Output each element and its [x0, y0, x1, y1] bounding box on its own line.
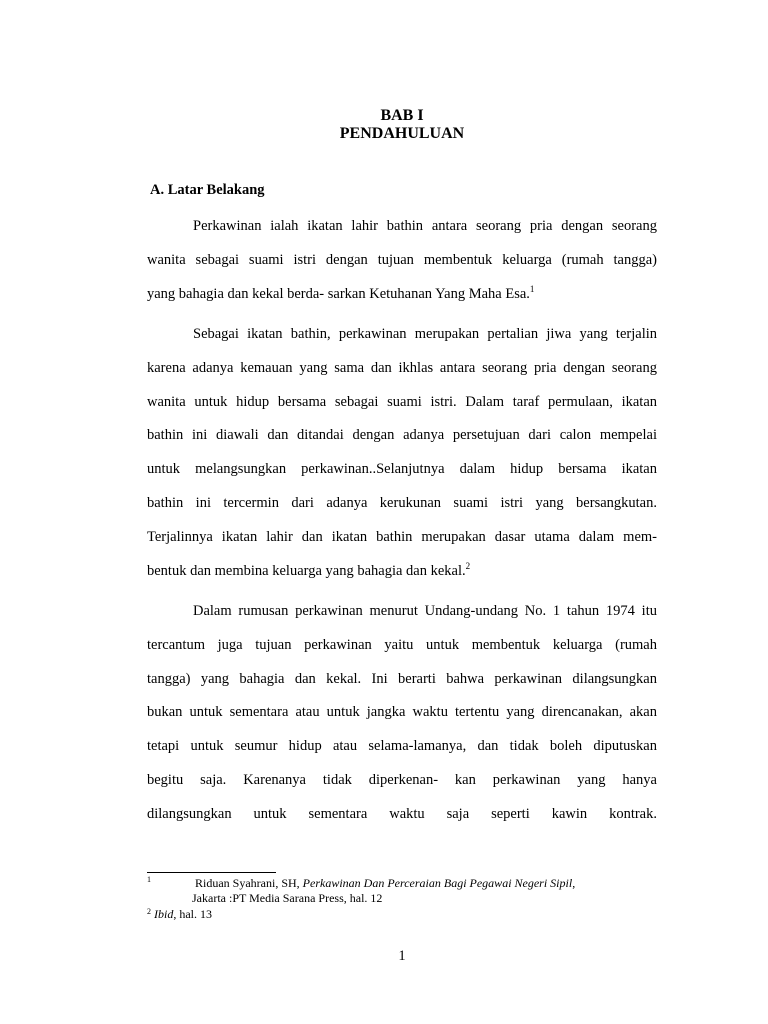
paragraph-1-line-3	[147, 278, 657, 312]
footnote-1-line-1	[147, 876, 667, 891]
chapter-title: PENDAHULUAN	[339, 125, 465, 142]
paragraph-2-line-1: Sebagai ikatan bathin, perkawinan merupakan pertalian jiwa yang terjalin	[193, 326, 657, 342]
paragraph-3-line-7: dilangsungkan untuk sementara waktu saja seperti kawin kontrak.	[147, 805, 657, 822]
paragraph-1-line-2: wanita sebagai suami istri dengan tujuan membentuk keluarga (rumah tangga)	[147, 251, 657, 268]
paragraph-3-line-6: begitu saja. Karenanya tidak diperkenan- kan perkawinan yang hanya	[147, 771, 657, 788]
footnote-2-mark: 2	[147, 907, 151, 916]
footnote-1-mark: 1	[147, 875, 151, 884]
paragraph-2-line-6: bathin ini tercermin dari adanya kerukunan suami istri yang bersangkutan.	[147, 494, 657, 511]
footnote-1-title: Perkawinan Dan Perceraian Bagi Pegawai Negeri Sipil	[302, 876, 573, 890]
paragraph-2-line-4: bathin ini diawali dan ditandai dengan adanya persetujuan dari calon mempelai	[147, 427, 657, 444]
paragraph-2-line-2: karena adanya kemauan yang sama dan ikhlas antara seorang pria dengan seorang	[147, 359, 657, 376]
paragraph-1-line-3-text: yang bahagia dan kekal berda- sarkan Ketuhanan Yang Maha Esa.	[147, 285, 530, 302]
paragraph-3-line-1: Dalam rumusan perkawinan menurut Undang-undang No. 1 tahun 1974 itu	[193, 603, 657, 619]
paragraph-1	[147, 210, 657, 311]
footnote-2-title: Ibid	[154, 907, 174, 921]
footnote-separator	[147, 872, 276, 873]
section-heading: A. Latar Belakang	[150, 182, 265, 198]
paragraph-1-line-1: Perkawinan ialah ikatan lahir bathin antara seorang pria dengan seorang	[193, 218, 657, 234]
footnote-1-author: Riduan Syahrani, SH,	[195, 876, 303, 890]
footnotes	[147, 876, 667, 922]
footnote-1-comma: ,	[572, 876, 576, 890]
paragraph-2-line-8	[147, 555, 657, 589]
footnote-1-line-2: Jakarta :PT Media Sarana Press, hal. 12	[192, 890, 383, 905]
paragraph-2-line-5: untuk melangsungkan perkawinan..Selanjutnya dalam hidup bersama ikatan	[147, 461, 657, 478]
paragraph-2-line-3: wanita untuk hidup bersama sebagai suami istri. Dalam taraf permulaan, ikatan	[147, 393, 657, 410]
paragraph-3-line-5: tetapi untuk seumur hidup atau selama-lamanya, dan tidak boleh diputuskan	[147, 738, 657, 755]
footnote-2	[147, 905, 667, 922]
paragraph-2	[147, 318, 657, 588]
footnote-1	[147, 876, 667, 905]
paragraph-3-line-3: tangga) yang bahagia dan kekal. Ini berarti bahwa perkawinan dilangsungkan	[147, 670, 657, 687]
paragraph-3-line-2: tercantum juga tujuan perkawinan yaitu untuk membentuk keluarga (rumah	[147, 636, 657, 653]
chapter-label: BAB I	[380, 107, 424, 124]
paragraph-2-line-7: Terjalinnya ikatan lahir dan ikatan bathin merupakan dasar utama dalam mem-	[147, 528, 657, 545]
footnote-ref-2[interactable]: 2	[465, 560, 471, 571]
paragraph-3-line-4: bukan untuk sementara atau untuk jangka waktu tertentu yang direncanakan, akan	[147, 704, 657, 721]
page-number: 1	[398, 948, 406, 964]
footnote-ref-1[interactable]: 1	[529, 283, 535, 294]
paragraph-3	[147, 595, 657, 832]
paragraph-2-line-8-text: bentuk dan membina keluarga yang bahagia dan kekal.	[147, 562, 466, 579]
footnote-2-rest: , hal. 13	[173, 907, 213, 921]
